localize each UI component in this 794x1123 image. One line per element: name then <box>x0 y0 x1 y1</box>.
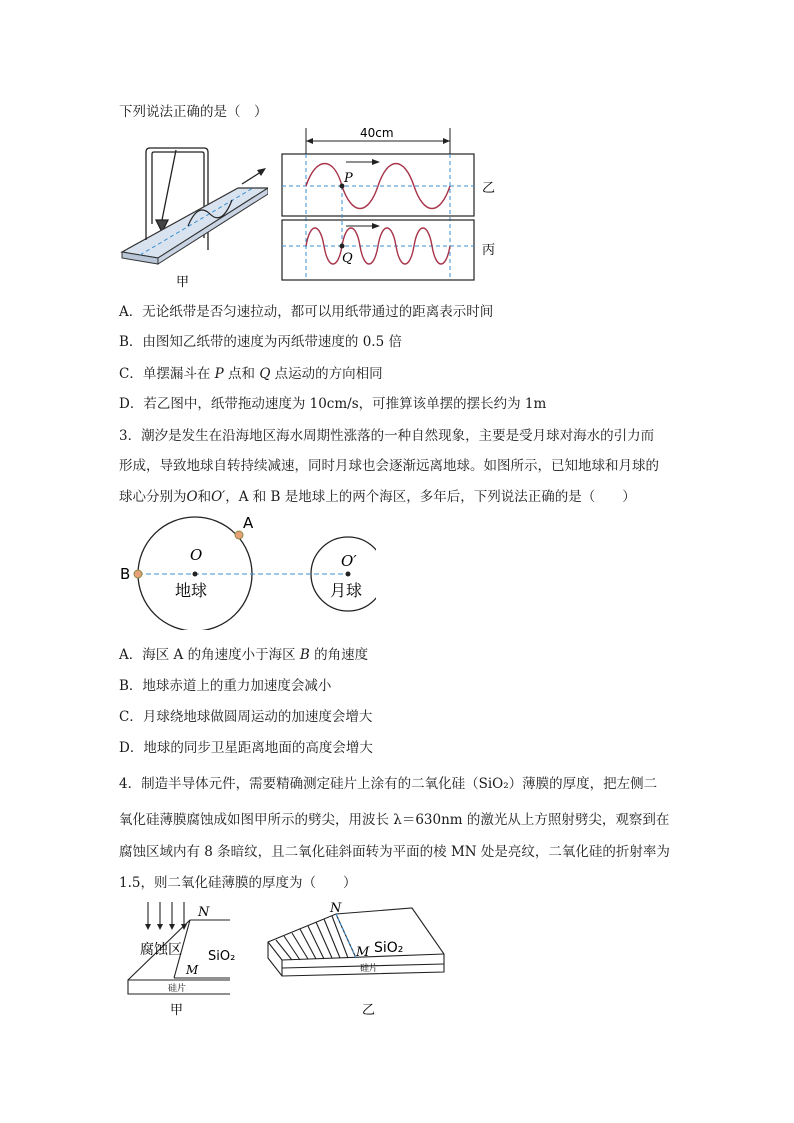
label-earth: 地球 <box>175 581 208 600</box>
label-O-prime: O′ <box>341 552 357 570</box>
svg-text:A: A <box>243 514 254 532</box>
q2-option-a: A．无论纸带是否匀速拉动，都可以用纸带通过的距离表示时间 <box>119 304 494 320</box>
pendulum-figure <box>118 140 268 288</box>
wedge-figure-jia <box>118 898 248 1018</box>
svg-text:硅片: 硅片 <box>360 964 379 974</box>
label-yi: 乙 <box>482 181 496 196</box>
svg-text:SiO₂: SiO₂ <box>208 949 236 964</box>
q4-stem-2: 氧化硅薄膜腐蚀成如图甲所示的劈尖，用波长 λ＝630nm 的激光从上方照射劈尖，观察到在 <box>119 812 670 828</box>
svg-text:硅片: 硅片 <box>168 984 187 994</box>
svg-text:甲: 甲 <box>170 1003 184 1018</box>
dimension-40cm: 40cm <box>360 126 394 140</box>
label-jia: 甲 <box>176 275 190 288</box>
q2-option-d: D．若乙图中，纸带拖动速度为 10cm/s，可推算该单摆的摆长约为 1m <box>119 396 547 412</box>
q3-option-c: C．月球绕地球做圆周运动的加速度会增大 <box>119 709 373 725</box>
label-bing: 丙 <box>482 243 496 258</box>
label-O: O <box>190 546 203 564</box>
svg-text:N: N <box>330 901 342 916</box>
q2-option-c: C．单摆漏斗在 P 点和 Q 点运动的方向相同 <box>119 366 383 382</box>
svg-text:N: N <box>198 905 210 920</box>
q3-option-a: A．海区 A 的角速度小于海区 B 的角速度 <box>119 647 369 663</box>
svg-text:M: M <box>356 945 370 960</box>
svg-text:SiO₂: SiO₂ <box>374 940 404 956</box>
point-B <box>134 570 142 578</box>
q2-option-b: B．由图知乙纸带的速度为丙纸带速度的 0.5 倍 <box>119 334 402 350</box>
q3-stem-2: 形成，导致地球自转持续减速，同时月球也会逐渐远离地球。如图所示，已知地球和月球的 <box>119 458 659 474</box>
svg-text:B: B <box>120 565 131 583</box>
q4-stem-4: 1.5，则二氧化硅薄膜的厚度为（ ） <box>119 875 357 891</box>
q3-option-b: B．地球赤道上的重力加速度会减小 <box>119 678 332 694</box>
tape-bing <box>282 220 474 280</box>
wedge-figure-yi <box>262 898 462 1018</box>
point-A <box>235 531 243 539</box>
q3-stem-3: 球心分别为O和O′，A 和 B 是地球上的两个海区，多年后，下列说法正确的是（ ） <box>119 489 636 505</box>
q4-stem-1: 4．制造半导体元件，需要精确测定硅片上涂有的二氧化硅（SiO₂）薄膜的厚度，把左侧二 <box>119 776 658 792</box>
label-corroded-region: 腐蚀区 <box>140 942 182 958</box>
q3-option-d: D．地球的同步卫星距离地面的高度会增大 <box>119 740 373 756</box>
label-moon: 月球 <box>330 581 363 600</box>
q3-stem-1: 3．潮汐是发生在沿海地区海水周期性涨落的一种自然现象，主要是受月球对海水的引力而 <box>119 428 655 444</box>
tape-figure <box>276 124 506 282</box>
q4-stem-3: 腐蚀区域内有 8 条暗纹，且二氧化硅斜面转为平面的棱 MN 处是亮纹，二氧化硅的折射率为 <box>119 844 670 860</box>
point-P: P <box>344 171 353 186</box>
point-Q: Q <box>342 251 353 266</box>
q2-stem: 下列说法正确的是（ ） <box>119 104 268 120</box>
svg-text:M: M <box>186 963 199 977</box>
svg-text:乙: 乙 <box>362 1003 376 1018</box>
earth-moon-figure <box>116 512 376 630</box>
